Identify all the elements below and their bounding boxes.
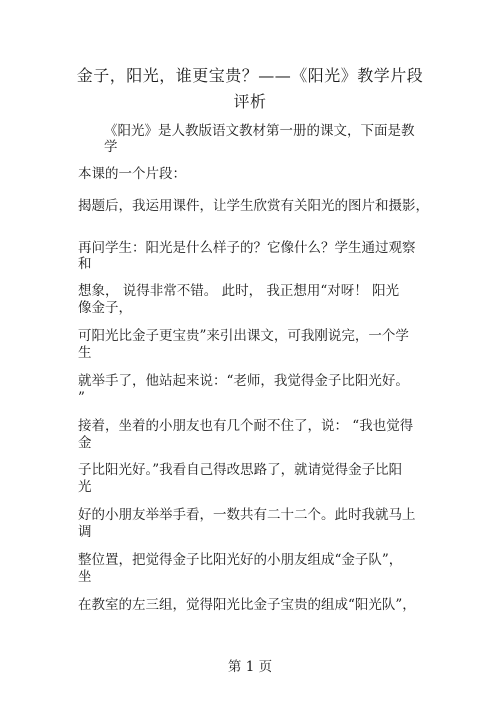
text-line-14: 金 — [78, 435, 92, 451]
text-line-19: 整位置，把觉得金子比阳光好的小朋友组成“金子队”， — [78, 552, 403, 568]
text-line-12: ” — [78, 390, 85, 406]
page-number-footer: 第 1 页 — [227, 659, 273, 675]
text-line-17: 好的小朋友举举手看，一数共有二十二个。此时我就马上 — [78, 507, 416, 523]
text-line-10: 生 — [78, 345, 92, 361]
text-line-3: 本课的一个片段： — [78, 166, 186, 182]
document-title-line-1: 金子，阳光，谁更宝贵？——《阳光》教学片段 — [76, 66, 424, 85]
text-line-11: 就举手了，他站起来说：“老师，我觉得金子比阳光好。 — [78, 373, 409, 389]
text-line-1: 《阳光》是人教版语文教材第一册的课文，下面是教 — [104, 123, 415, 139]
text-line-2: 学 — [104, 139, 118, 155]
document-title-line-2: 评析 — [233, 92, 267, 111]
text-line-18: 调 — [78, 524, 92, 540]
text-line-7: 想象， 说得非常不错。 此时， 我正想用“对呀！ 阳光 — [78, 283, 400, 299]
text-line-6: 和 — [78, 256, 92, 272]
text-line-21: 在教室的左三组，觉得阳光比金子宝贵的组成“阳光队”， — [78, 597, 416, 613]
text-line-13: 接着，坐着的小朋友也有几个耐不住了，说： “我也觉得 — [78, 418, 414, 434]
text-line-4: 揭题后，我运用课件，让学生欣赏有关阳光的图片和摄影， — [78, 198, 429, 214]
text-line-8: 像金子， — [78, 300, 132, 316]
text-line-5: 再问学生：阳光是什么样子的？它像什么？学生通过观察 — [78, 240, 416, 256]
text-line-16: 光 — [78, 479, 92, 495]
text-line-20: 坐 — [78, 569, 92, 585]
text-line-9: 可阳光比金子更宝贵”来引出课文，可我刚说完，一个学 — [78, 328, 409, 344]
text-line-15: 子比阳光好。”我看自己得改思路了，就请觉得金子比阳 — [78, 462, 403, 478]
